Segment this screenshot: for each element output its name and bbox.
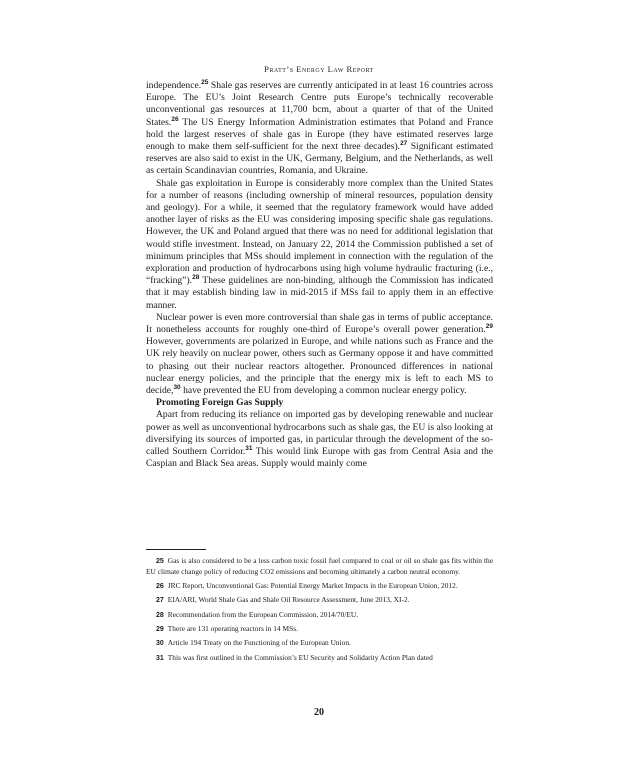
footnote-text: JRC Report, Unconventional Gas: Potential Energy Market Impacts in the European Union, 2012. (167, 580, 458, 590)
footnote-ref[interactable]: 26 (171, 115, 179, 123)
footnote-divider (146, 549, 206, 550)
footnote (146, 581, 493, 592)
footnote-ref[interactable]: 31 (245, 444, 253, 452)
footnote-text: EIA/ARI, World Shale Gas and Shale Oil Resource Assessment, June 2013, XI-2. (167, 595, 410, 605)
footnote-number: 29 (156, 626, 164, 634)
footnote-number: 27 (156, 597, 164, 605)
footnote (146, 610, 493, 621)
footnote-ref[interactable]: 28 (192, 274, 200, 282)
footnote (146, 624, 493, 635)
paragraph-text: This would link Europe with gas from Central Asia and the Caspian and Black Sea areas. Supply would mainly come (146, 446, 493, 470)
paragraph-2 (146, 178, 493, 312)
footnote-number: 26 (156, 582, 164, 590)
footnote-number: 31 (156, 654, 164, 662)
footnote-ref[interactable]: 29 (485, 322, 493, 330)
footnote-text: There are 131 operating reactors in 14 MSs. (167, 624, 298, 634)
paragraph-text: have prevented the EU from developing a common nuclear energy policy. (180, 385, 467, 397)
footnote-ref[interactable]: 30 (173, 383, 181, 391)
paragraph-text: Shale gas exploitation in Europe is considerably more complex than the United States for a number of reasons (including ownership of mineral resources, population density and geology). For a while, it seemed that the regulatory framework would have added another layer of risks as the EU was considering imposing specific shale gas regulations. However, the UK and Poland argued that there was no need for additional legislation that would stifle investment. Instead, on January 22, 2014 the Commission published a set of minimum principles that MSs should implement in connection with the regulation of the exploration and production of hydrocarbons using high volume hydraulic fracturing (i.e., “fracking”). (146, 177, 493, 287)
paragraph-text: Apart from reducing its reliance on imported gas by developing renewable and nuclear power as well as unconventional hydrocarbons such as shale gas, the EU is also looking at diversifying its sources of imported gas, in particular through the development of the so-called Southern Corridor. (146, 409, 493, 458)
footnote-text: This was first outlined in the Commission’s EU Security and Solidarity Action Plan dated (167, 652, 433, 662)
paragraph-text: Nuclear power is even more controversial than shale gas in terms of public acceptance. It nonetheless accounts for roughly one-third of Europe’s overall power generation. (146, 311, 493, 336)
footnote-text: Recommendation from the European Commission, 2014/70/EU. (167, 609, 359, 619)
paragraph-3 (146, 312, 493, 397)
footnote-text: Article 194 Treaty on the Functioning of the European Union. (167, 638, 351, 648)
footnote-number: 25 (156, 558, 164, 565)
paragraph-4 (146, 409, 493, 470)
paragraph-text: Significant estimated reserves are also said to exist in the UK, Germany, Belgium, and the Netherlands, as well as certain Scandinavian countries, Romania, and Ukraine. (146, 141, 493, 177)
page-number: 20 (314, 707, 324, 718)
footnote-text: Gas is also considered to be a less carbon toxic fossil fuel compared to coal or oil so shale gas fits within the EU climate change policy of reducing CO2 emissions and becoming ultimately a carbon neutral economy. (146, 556, 493, 577)
footnote (146, 638, 493, 649)
body-text (146, 80, 493, 471)
footnote (146, 556, 493, 578)
footnote (146, 653, 493, 664)
footnote-ref[interactable]: 25 (201, 78, 209, 86)
footnote-ref[interactable]: 27 (400, 139, 408, 147)
footnote-number: 30 (156, 640, 164, 648)
footnote (146, 595, 493, 606)
footnotes (146, 556, 493, 667)
paragraph-text: The US Energy Information Administration estimates that Poland and France hold the largest reserves of shale gas in Europe (they have estimated reserves large enough to make them self-sufficient for the next three decades). (146, 116, 493, 153)
paragraph-text: Shale gas reserves are currently anticipated in at least 16 countries across Europe. The EU’s Joint Research Centre puts Europe’s technically recoverable unconventional gas resources at 11,700 bcm, about a quarter of that of the United States. (146, 80, 493, 128)
paragraph-text: These guidelines are non-binding, although the Commission has indicated that it may establish binding law in mid-2015 if MSs fail to apply them in an effective manner. (146, 275, 493, 311)
paragraph-text: However, governments are polarized in Europe, and while nations such as France and the UK rely heavily on nuclear power, others such as Germany oppose it and have committed to phasing out their nuclear reactors altogether. Pronounced differences in national nuclear energy policies, and the principle that the energy mix is left to each MS to decide, (146, 336, 493, 397)
running-header: Pratt’s Energy Law Report (264, 64, 374, 74)
paragraph-text: independence. (146, 80, 202, 91)
section-heading: Promoting Foreign Gas Supply (156, 397, 284, 409)
footnote-number: 28 (156, 611, 164, 619)
paragraph-1 (146, 80, 493, 178)
